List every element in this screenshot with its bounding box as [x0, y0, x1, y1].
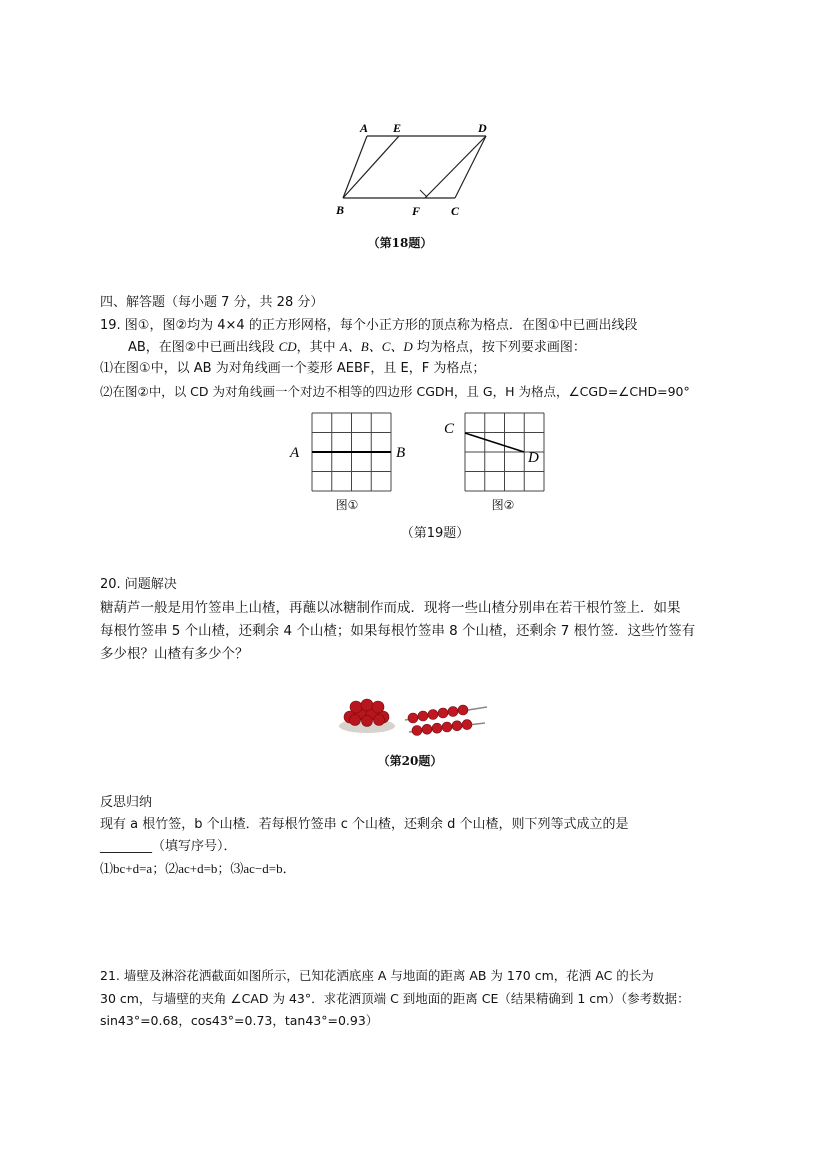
segment-CD — [465, 433, 524, 452]
label-A: A — [360, 121, 369, 135]
label-D: D — [478, 121, 487, 135]
tanghulu-image — [335, 690, 495, 740]
q19-line2-pre: AB，在图②中已画出线段 — [128, 340, 279, 355]
q20-line2: 每根竹签串 5 个山楂，还剩余 4 个山楂；如果每根竹签串 8 个山楂，还剩余 7 根竹签．这些竹签有 — [100, 623, 696, 639]
segment-DC — [455, 136, 486, 198]
tick-mark — [420, 190, 427, 197]
grid-2-label: 图② — [491, 498, 515, 512]
figure-19-caption: （第19题） — [400, 526, 470, 541]
q19-line2-pts: A、B、C、D — [339, 339, 413, 354]
q20-title: 20. 问题解决 — [100, 577, 177, 592]
label-C: C — [451, 204, 460, 218]
figure-20-caption: （第20题） — [377, 754, 443, 768]
q19-line2-mid: ，其中 — [296, 340, 340, 355]
q19-item2: ⑵在图②中，以 CD 为对角线画一个对边不相等的四边形 CGDH，且 G，H 为格点，∠CGD=∠CHD=90° — [100, 384, 690, 399]
point-B-label: B — [396, 445, 406, 461]
label-F: F — [412, 204, 421, 218]
q21-line2: 30 cm，与墙壁的夹角 ∠CAD 为 43°．求花洒顶端 C 到地面的距离 CE（结果精确到 1 cm）（参考数据： — [100, 991, 690, 1006]
segment-BE — [343, 136, 399, 198]
label-E: E — [393, 121, 402, 135]
q19-item1: ⑴在图①中，以 AB 为对角线画一个菱形 AEBF，且 E，F 为格点； — [100, 361, 486, 376]
q19-line2 — [128, 336, 586, 359]
q20-line3: 多少根？山楂有多少个？ — [100, 646, 249, 662]
q20-reflect-line3: ⑴bc+d=a；⑵ac+d=b；⑶ac−d=b． — [100, 861, 296, 876]
q20-reflect-line1: 现有 a 根竹签，b 个山楂．若每根竹签串 c 个山楂，还剩余 d 个山楂，则下列等式成立的是 — [100, 817, 629, 832]
q19-line2-post: 均为格点，按下列要求画图： — [412, 340, 586, 355]
point-D-label: D — [528, 450, 539, 466]
q20-line1: 糖葫芦一般是用竹签串上山楂，再蘸以冰糖制作而成．现将一些山楂分别串在若干根竹签上．如果 — [100, 600, 681, 616]
grid-1-label: 图① — [335, 498, 359, 512]
point-A-label: A — [290, 445, 300, 461]
q20-reflect-line2: ________（填写序号）． — [100, 839, 237, 854]
figure-18 — [330, 115, 500, 225]
segment-AB — [343, 136, 367, 198]
point-C-label: C — [444, 421, 455, 437]
q19-line1: 19. 图①，图②均为 4×4 的正方形网格，每个小正方形的顶点称为格点．在图①中已画出线段 — [100, 318, 638, 333]
figure-18-caption: （第18题） — [367, 236, 433, 250]
q21-line1: 21. 墙壁及淋浴花洒截面如图所示，已知花洒底座 A 与地面的距离 AB 为 170 cm，花洒 AC 的长为 — [100, 968, 654, 983]
segment-DF — [425, 136, 486, 198]
q20-reflect-title: 反思归纳 — [100, 795, 153, 810]
q21-line3: sin43°=0.68，cos43°=0.73，tan43°=0.93） — [100, 1013, 379, 1028]
q19-line2-cd: CD — [278, 339, 297, 354]
label-B: B — [336, 203, 345, 217]
section-heading: 四、解答题（每小题 7 分，共 28 分） — [100, 295, 324, 310]
